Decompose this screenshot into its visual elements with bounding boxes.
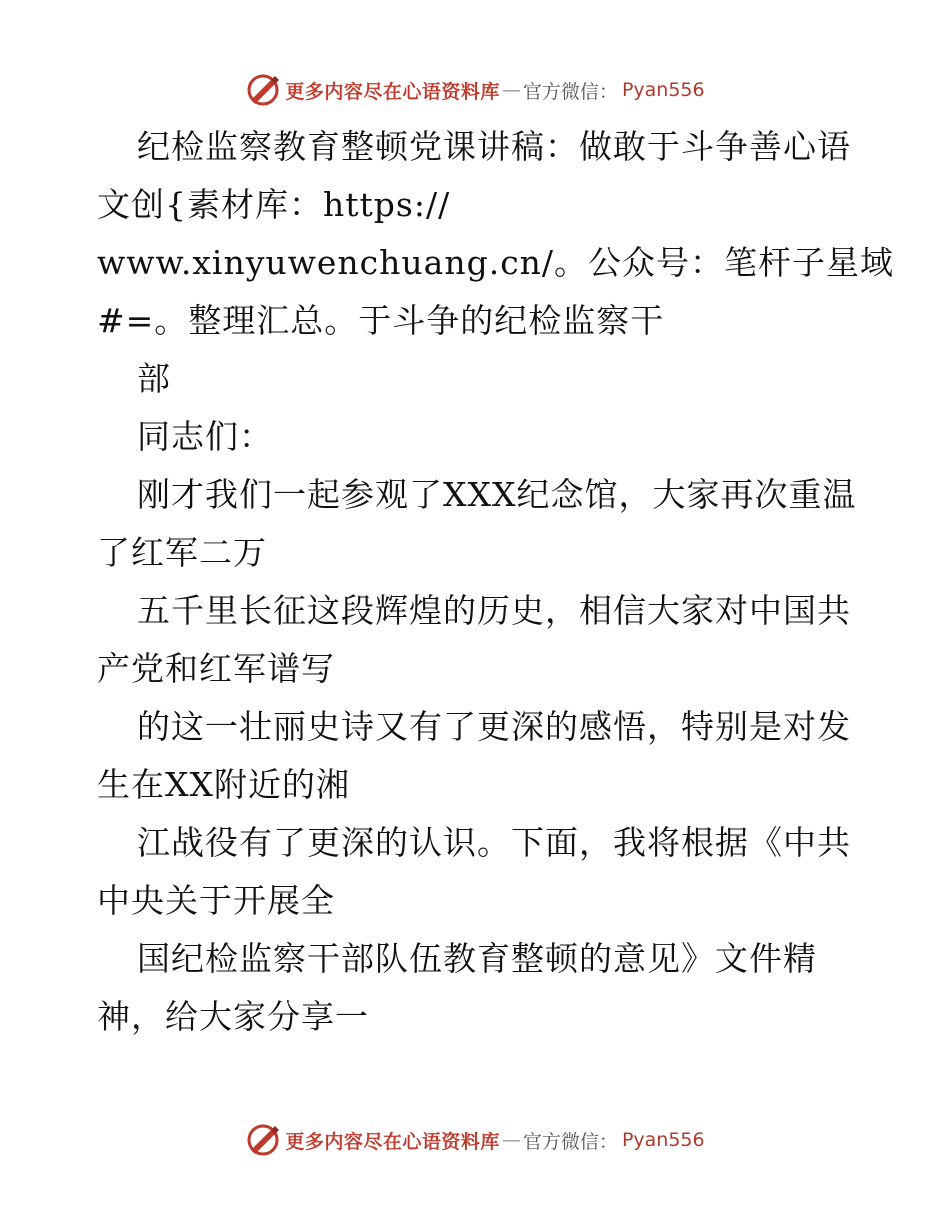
title-line-4: #=。整理汇总。于斗争的纪检监察干 <box>97 301 665 340</box>
footer-dash: — <box>501 1129 521 1151</box>
page-header <box>0 70 950 110</box>
brand-logo-icon <box>245 1122 281 1158</box>
paragraph-line: 产党和红军谱写 <box>97 649 335 688</box>
paragraph-line: 神，给大家分享一 <box>97 997 369 1036</box>
brand-logo-icon <box>245 72 281 108</box>
paragraph-line: 的这一壮丽史诗又有了更深的感悟，特别是对发 <box>137 707 851 746</box>
header-wechat-id: Pyan556 <box>621 79 705 101</box>
title-line-2: 文创{素材库：https:// <box>97 185 451 224</box>
document-body <box>97 118 895 1046</box>
paragraph-line: 刚才我们一起参观了XXX纪念馆，大家再次重温 <box>137 475 857 514</box>
footer-wechat-id: Pyan556 <box>621 1129 705 1151</box>
paragraph-line: 江战役有了更深的认识。下面，我将根据《中共 <box>137 823 851 862</box>
paragraph-line: 国纪检监察干部队伍教育整顿的意见》文件精 <box>137 939 817 978</box>
paragraph-line: 中央关于开展全 <box>97 881 335 920</box>
paragraph-line: 了红军二万 <box>97 533 267 572</box>
salutation: 同志们： <box>137 417 273 456</box>
title-line-1: 纪检监察教育整顿党课讲稿：做敢于斗争善心语 <box>137 127 851 166</box>
footer-brand-text: 更多内容尽在心语资料库 <box>285 1130 500 1153</box>
header-dash: — <box>501 79 521 101</box>
page-footer <box>0 1120 950 1160</box>
paragraph-line: 五千里长征这段辉煌的历史，相信大家对中国共 <box>137 591 851 630</box>
header-brand-text: 更多内容尽在心语资料库 <box>285 80 500 103</box>
title-line-3: www.xinyuwenchuang.cn/。公众号：笔杆子星域 <box>97 243 895 282</box>
paragraph-line: 生在XX附近的湘 <box>97 765 350 804</box>
footer-official-label: 官方微信： <box>522 1130 618 1153</box>
header-official-label: 官方微信： <box>522 80 618 103</box>
title-line-5: 部 <box>137 359 171 398</box>
